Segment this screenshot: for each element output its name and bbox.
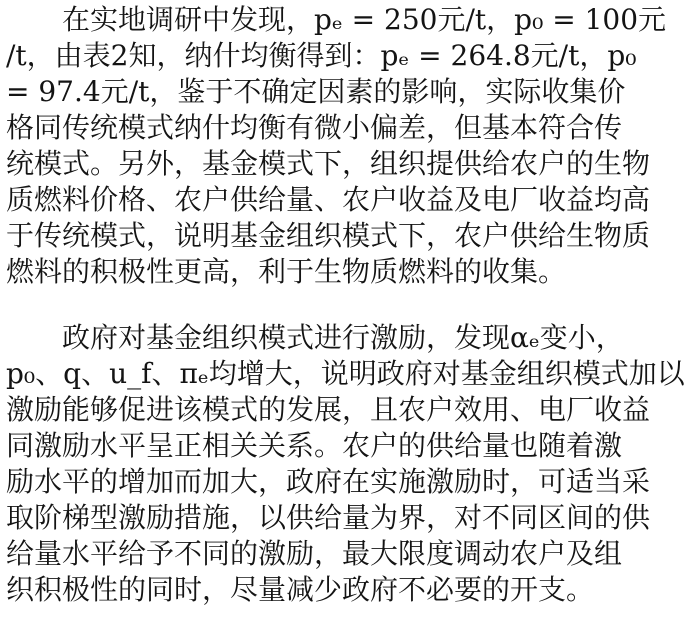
paragraph-1-line-7: 于传统模式，说明基金组织模式下，农户供给生物质 [6, 219, 651, 252]
paragraph-2-line-5: 励水平的增加而加大，政府在实施激励时，可适当采 [6, 465, 651, 498]
paragraph-1-line-6: 质燃料价格、农户供给量、农户收益及电厂收益均高 [6, 183, 651, 216]
paragraph-2-line-4: 同激励水平呈正相关关系。农户的供给量也随着激 [6, 429, 623, 462]
paragraph-1-line-2: /t，由表2知，纳什均衡得到：pₑ = 264.8元/t，p₀ [6, 39, 637, 72]
paragraph-1-line-5: 统模式。另外，基金模式下，组织提供给农户的生物 [6, 147, 651, 180]
paragraph-1-line-1: 在实地调研中发现，pₑ = 250元/t，p₀ = 100元 [62, 3, 667, 36]
paragraph-2-line-6: 取阶梯型激励措施，以供给量为界，对不同区间的供 [6, 501, 651, 534]
paragraph-2-line-8: 织积极性的同时，尽量减少政府不必要的开支。 [6, 573, 595, 606]
paragraph-1-line-3: = 97.4元/t，鉴于不确定因素的影响，实际收集价 [6, 75, 626, 108]
paragraph-2-line-2: p₀、q、u_f、πₑ均增大，说明政府对基金组织模式加以 [6, 357, 685, 390]
paragraph-2-line-3: 激励能够促进该模式的发展，且农户效用、电厂收益 [6, 393, 651, 426]
paragraph-1-line-4: 格同传统模式纳什均衡有微小偏差，但基本符合传 [6, 111, 623, 144]
paragraph-2-line-7: 给量水平给予不同的激励，最大限度调动农户及组 [6, 537, 623, 570]
paragraph-1-line-8: 燃料的积极性更高，利于生物质燃料的收集。 [6, 255, 567, 288]
paragraph-2-line-1: 政府对基金组织模式进行激励，发现αₑ变小， [62, 321, 624, 354]
